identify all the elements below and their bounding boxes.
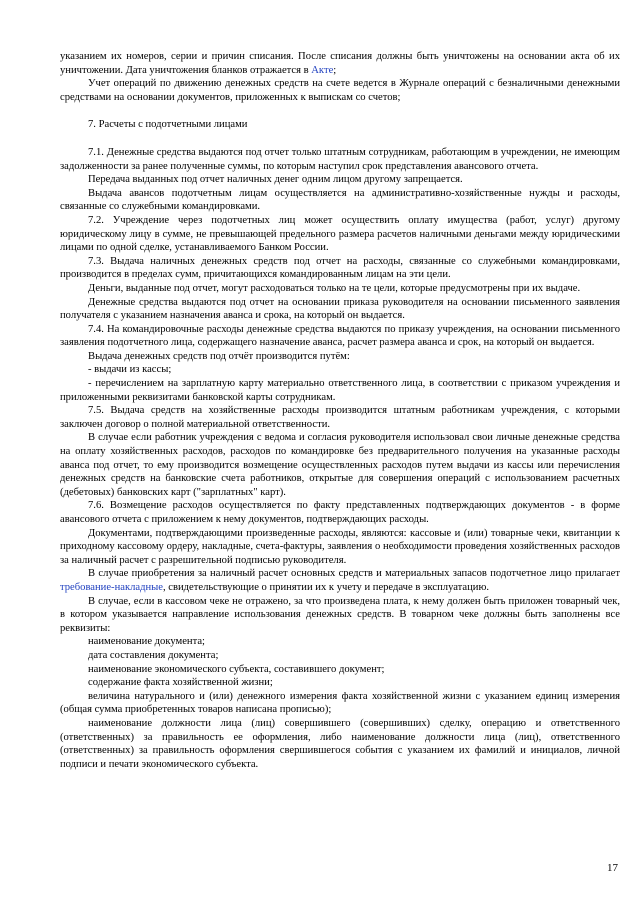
paragraph: Документами, подтверждающими произведенные расходы, являются: кассовые и (или) товарные чеки, квитанции к приходному кассовому ордеру, накладные, счета-фактуры, заявления о необходимости проведения хозяйственных расходов за наличный расчет с разрешительной подписью руководителя. — [60, 527, 620, 566]
list-item: наименование документа; — [88, 636, 205, 648]
paragraph: В случае, если в кассовом чеке не отражено, за что произведена плата, к нему должен быть приложен товарный чек, в котором указывается направление использования денежных средств. В товарном чеке должны быть заполнены все реквизиты: — [60, 595, 620, 634]
paragraph: Передача выданных под отчет наличных денег одним лицом другому запрещается. — [88, 174, 463, 186]
paragraph: 7.5. Выдача средств на хозяйственные расходы производится штатным работникам учреждения, с которыми заключен договор о полной материальной ответственности. — [60, 405, 620, 430]
paragraph: 7.3. Выдача наличных денежных средств под отчет на расходы, связанные со служебными командировками, производится в пределах сумм, причитающихся командированным лицам на эти цели. — [60, 255, 620, 281]
list-item: - выдачи из кассы; — [88, 364, 172, 376]
list-item: дата составления документа; — [88, 649, 219, 661]
trebovanie-nakladnye-link[interactable]: требование-накладные — [60, 581, 163, 593]
section-title: 7. Расчеты с подотчетными лицами — [88, 119, 248, 131]
paragraph: Деньги, выданные под отчет, могут расходоваться только на те цели, которые предусмотрены при их выдаче. — [88, 282, 581, 294]
paragraph: 7.1. Денежные средства выдаются под отчет только штатным сотрудникам, работающим в учреждении, не имеющим задолженности за ранее полученные суммы, по которым наступил срок представления авансового отчета. — [60, 146, 620, 172]
paragraph: Выдача авансов подотчетным лицам осуществляется на административно-хозяйственные нужды и расходы, связанные со служебными командировками. — [60, 187, 620, 213]
list-item: наименование экономического субъекта, составившего документ; — [88, 663, 385, 675]
paragraph: Учет операций по движению денежных средств на счете ведется в Журнале операций с безналичными денежными средствами на основании документов, приложенных к выпискам со счетов; — [60, 78, 620, 103]
list-item: величина натурального и (или) денежного измерения факта хозяйственной жизни с указанием единиц измерения (общая сумма приобретенных товаров написана прописью); — [60, 690, 620, 716]
paragraph: В случае приобретения за наличный расчет основных средств и материальных запасов подотчетное лицо прилагает требование-накладные, свидетельствующие о принятии их к учету и передаче в эксплуатацию. — [60, 568, 620, 593]
paragraph: 7.6. Возмещение расходов осуществляется по факту представленных подтверждающих документов - в форме авансового отчета с приложением к нему документов, подтверждающих расходы. — [60, 500, 620, 525]
list-item: наименование должности лица (лиц) совершившего (совершивших) сделку, операцию и ответственного (ответственных) за правильность ее оформления, либо наименование должности лица (лиц), ответственного (ответственных) за правильность оформления свершившегося события с указанием их фамилий и инициалов, личной подписи и печати экономического субъекта. — [60, 717, 620, 770]
list-item: содержание факта хозяйственной жизни; — [88, 677, 273, 689]
list-item: - перечислением на зарплатную карту материально ответственного лица, в соответствии с приказом учреждения и приложенными реквизитами банковской карты сотрудникам. — [60, 378, 620, 403]
paragraph: 7.2. Учреждение через подотчетных лиц может осуществить оплату имущества (работ, услуг) другому юридическому лицу в сумме, не превышающей предельного размера расчетов наличными деньгами между юридическими лицами по одной сделке, устанавливаемого Банком России. — [60, 214, 620, 254]
paragraph: В случае если работник учреждения с ведома и согласия руководителя использовал свои личные денежные средства на оплату хозяйственных расходов, расходов по командировке без предварительного получения на указанные расходы аванса под отчет, то ему производится возмещение осуществленных расходов путем выдачи из кассы или перечисления денежных средств на банковские счета работников, открытые для совершения операций с использованием расчетных (дебетовых) банковских карт ("зарплатных" карт). — [60, 432, 620, 498]
paragraph: Выдача денежных средств под отчёт производится путём: — [88, 350, 350, 362]
akt-link[interactable]: Акте — [311, 64, 334, 76]
paragraph: Денежные средства выдаются под отчет на основании приказа руководителя на основании письменного заявления получателя с указанием назначения аванса и срока, на который он выдается. — [60, 296, 620, 322]
paragraph: 7.4. На командировочные расходы денежные средства выдаются по приказу учреждения, на основании письменного заявления подотчетного лица, содержащего назначение аванса, расчет размера аванса и срок, на который он выдается. — [60, 323, 620, 349]
page-number: 17 — [607, 862, 618, 874]
paragraph: указанием их номеров, серии и причин списания. После списания должны быть уничтожены на основании акта об их уничтожении. Дата уничтожения бланков отражается в Акте; — [60, 51, 620, 76]
